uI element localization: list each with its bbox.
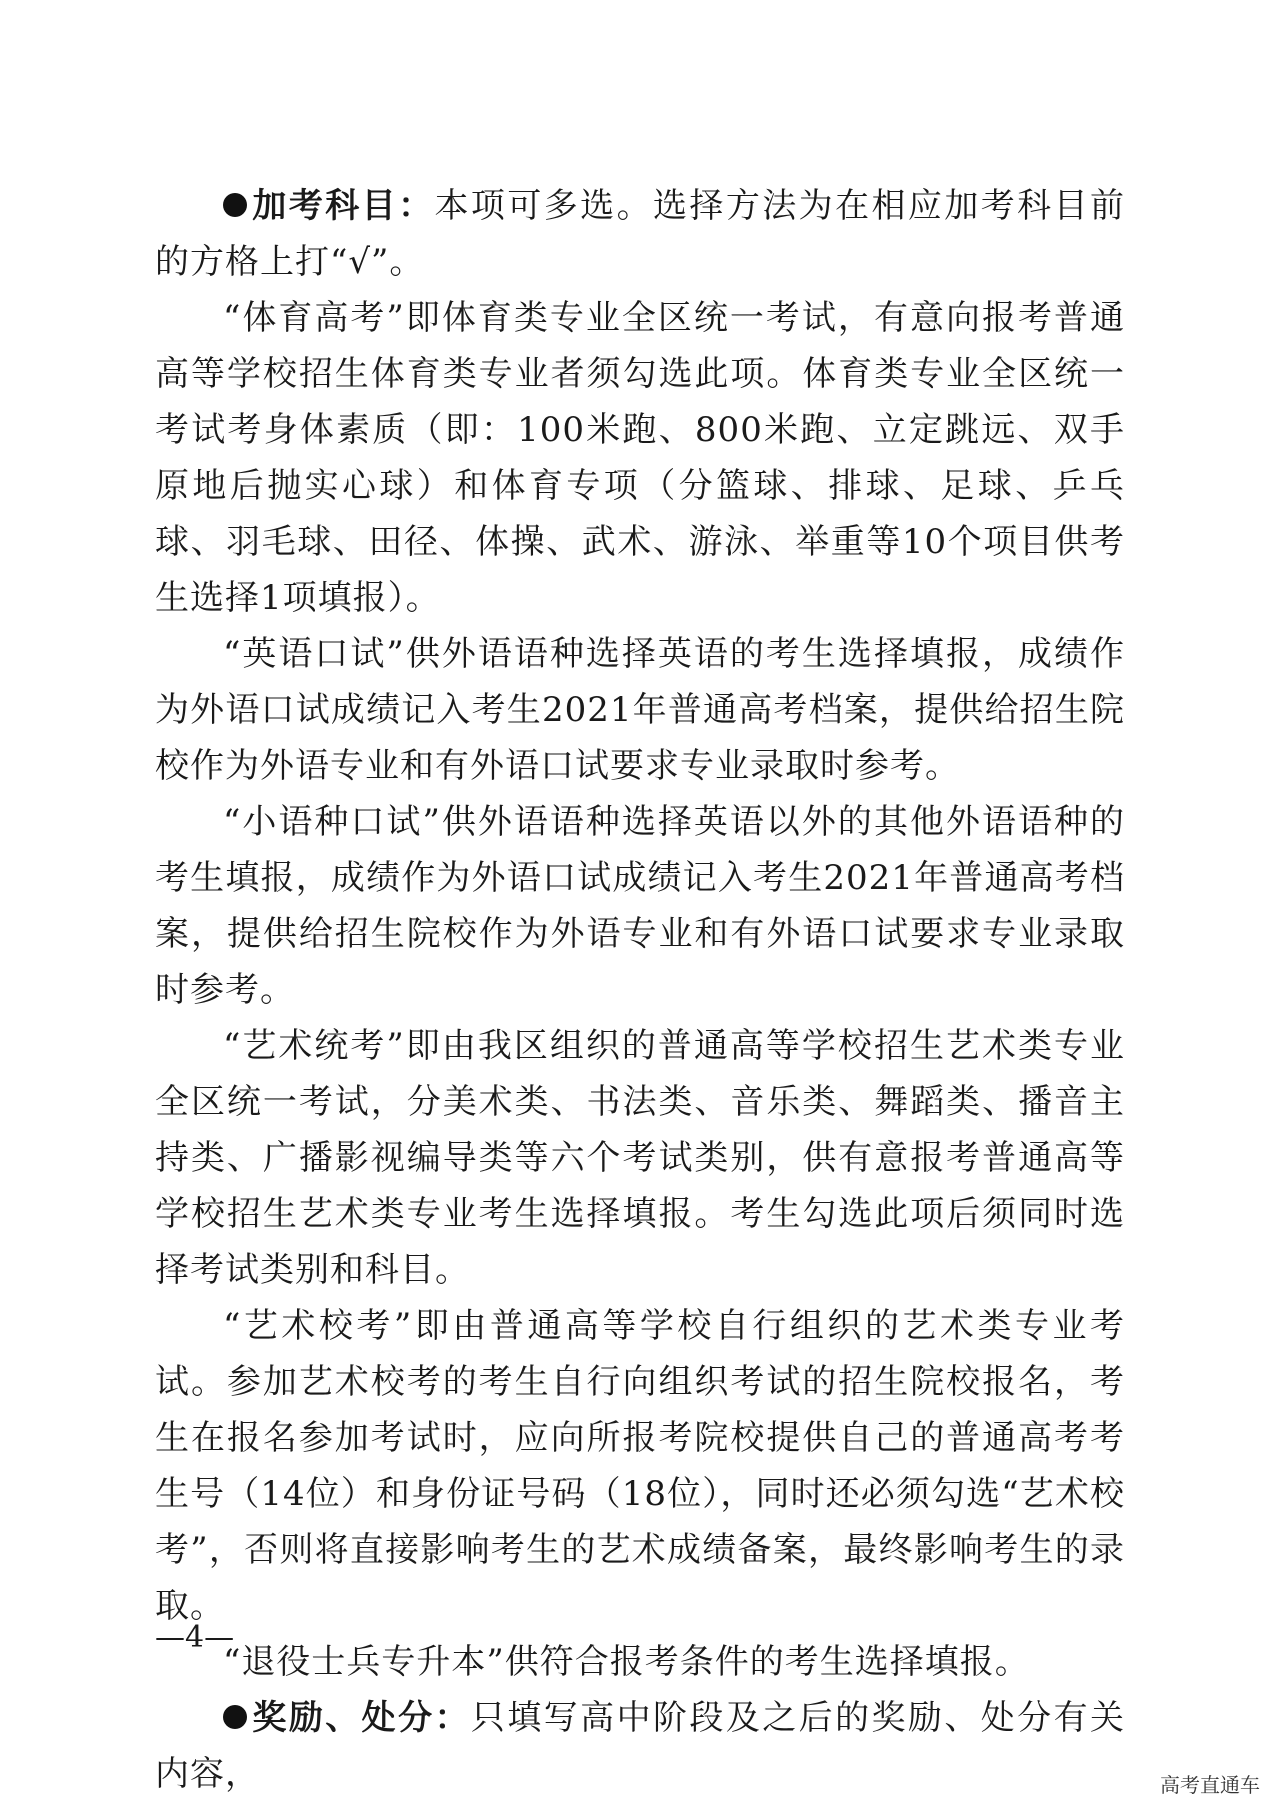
section-heading: 加考科目： [251, 186, 435, 226]
watermark-text: 高考直通车 [1160, 1773, 1260, 1797]
paragraph-text: “退役士兵专升本”供符合报考条件的考生选择填报。 [223, 1642, 1030, 1682]
paragraph-rewards-penalties [155, 1690, 1125, 1802]
paragraph-text: “小语种口试”供外语语种选择英语以外的其他外语语种的考生填报，成绩作为外语口试成绩记入考生2021年普通高考档案，提供给招生院校作为外语专业和有外语口试要求专业录取时参考。 [155, 802, 1125, 1010]
paragraph-sports-exam [155, 290, 1125, 626]
paragraph-text: “英语口试”供外语语种选择英语的考生选择填报，成绩作为外语口试成绩记入考生2021年普通高考档案，提供给招生院校作为外语专业和有外语口试要求专业录取时参考。 [155, 634, 1125, 786]
paragraph-text: “艺术统考”即由我区组织的普通高等学校招生艺术类专业全区统一考试，分美术类、书法类、音乐类、舞蹈类、播音主持类、广播影视编导类等六个考试类别，供有意报考普通高等学校招生艺术类专业考生选择填报。考生勾选此项后须同时选择考试类别和科目。 [155, 1026, 1125, 1290]
paragraph-extra-subjects [155, 178, 1125, 290]
paragraph-art-unified-exam [155, 1018, 1125, 1298]
paragraph-minor-language-oral [155, 794, 1125, 1018]
page-number: —4— [155, 1620, 235, 1655]
paragraph-text: 本项可多选。选择方法为在相应加考科目前的方格上打“√”。 [155, 186, 1125, 282]
paragraph-veteran-upgrade [155, 1634, 1125, 1690]
bullet-icon [223, 1705, 247, 1729]
paragraph-text: 只填写高中阶段及之后的奖励、处分有关内容， [155, 1698, 1126, 1794]
bullet-icon [223, 193, 247, 217]
paragraph-text: “艺术校考”即由普通高等学校自行组织的艺术类专业考试。参加艺术校考的考生自行向组织考试的招生院校报名，考生在报名参加考试时，应向所报考院校提供自己的普通高考考生号（14位）和身份证号码（18位），同时还必须勾选“艺术校考”，否则将直接影响考生的艺术成绩备案，最终影响考生的录取。 [155, 1306, 1125, 1626]
document-body [155, 178, 1125, 1802]
paragraph-english-oral [155, 626, 1125, 794]
paragraph-art-school-exam [155, 1298, 1125, 1634]
section-heading: 奖励、处分： [251, 1698, 471, 1738]
paragraph-text: “体育高考”即体育类专业全区统一考试，有意向报考普通高等学校招生体育类专业者须勾选此项。体育类专业全区统一考试考身体素质（即：100米跑、800米跑、立定跳远、双手原地后抛实心球）和体育专项（分篮球、排球、足球、乒乓球、羽毛球、田径、体操、武术、游泳、举重等10个项目供考生选择1项填报）。 [155, 298, 1125, 618]
